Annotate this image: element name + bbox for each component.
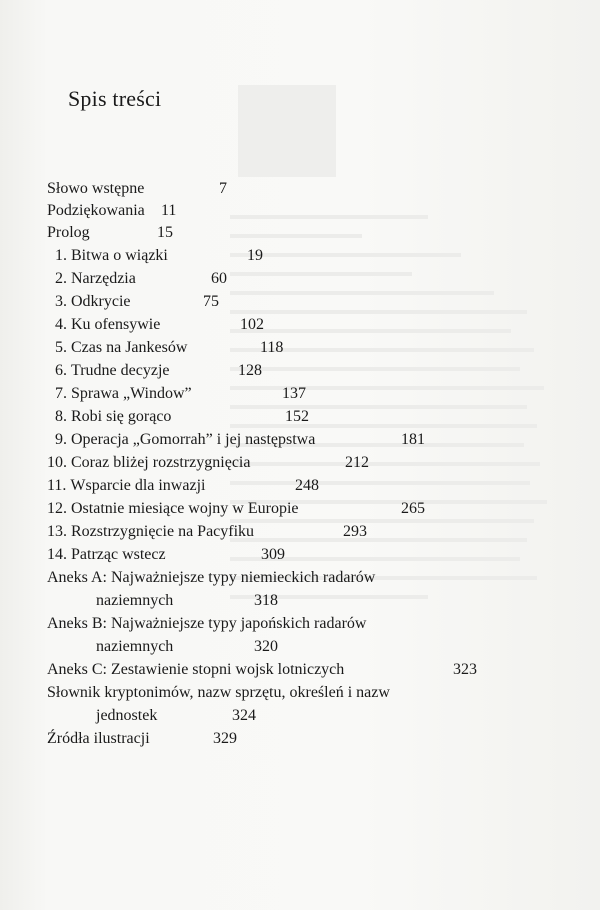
toc-entry-title: Czas na Jankesów [71, 339, 188, 356]
toc-entry-title: Rozstrzygnięcie na Pacyfiku [71, 523, 255, 540]
toc-entry-number: 12. [47, 500, 67, 517]
toc-entry-title: Ostatnie miesiące wojny w Europie [71, 500, 299, 517]
toc-entry-number: 8. [55, 408, 67, 425]
toc-entry-page: 324 [232, 707, 256, 724]
toc-entry-number: 13. [47, 523, 67, 540]
toc-entry-title: Aneks B: Najważniejsze typy japońskich radarów [47, 615, 367, 632]
toc-entry-page: 75 [203, 293, 219, 310]
toc-entry-page: 11 [161, 202, 177, 219]
toc-entry-number: 14. [47, 546, 67, 563]
toc-entry-title-cont: naziemnych [96, 592, 174, 609]
toc-entry [49, 360, 262, 382]
toc-entry-page: 152 [285, 408, 309, 425]
toc-entry-title: Coraz bliżej rozstrzygnięcia [71, 454, 251, 471]
toc-entry-page: 181 [401, 431, 425, 448]
toc-entry-continuation [96, 705, 256, 727]
toc-entry-title: Operacja „Gomorrah” i jej następstwa [71, 431, 316, 448]
toc-entry-page: 323 [453, 661, 477, 678]
toc-entry [49, 291, 219, 313]
toc-entry-title: Sprawa „Window” [71, 385, 192, 402]
toc-entry-number: 5. [55, 339, 67, 356]
toc-entry [49, 268, 227, 290]
toc-entry-page: 320 [254, 638, 278, 655]
toc-entry-number: 9. [55, 431, 67, 448]
toc-entry [47, 222, 173, 244]
toc-entry [47, 452, 369, 474]
toc-entry-page: 137 [282, 385, 306, 402]
toc-entry-title-cont: jednostek [96, 707, 158, 724]
toc-entry [47, 200, 177, 222]
toc-entry-number: 10. [47, 454, 67, 471]
toc-entry [49, 337, 284, 359]
toc-entry [49, 406, 309, 428]
toc-entry-page: 60 [211, 270, 227, 287]
toc-entry [49, 383, 306, 405]
toc-entry-page: 15 [157, 224, 173, 241]
toc-entry [47, 178, 227, 200]
toc-entry-page: 118 [260, 339, 284, 356]
toc-entry-title: Źródła ilustracji [47, 730, 150, 747]
toc-entry-title: Aneks A: Najważniejsze typy niemieckich radarów [47, 569, 376, 586]
toc-entry [47, 682, 390, 704]
toc-entry-title: Narzędzia [71, 270, 136, 287]
toc-entry [47, 659, 477, 681]
toc-entry-page: 19 [247, 247, 263, 264]
bleed-through-image [238, 85, 336, 177]
toc-entry-title: Aneks C: Zestawienie stopni wojsk lotniczych [47, 661, 345, 678]
toc-entry [47, 475, 319, 497]
toc-entry-continuation [96, 590, 278, 612]
toc-entry-page: 7 [219, 180, 227, 197]
toc-entry-number: 4. [55, 316, 67, 333]
toc-entry-page: 128 [238, 362, 262, 379]
toc-entry [47, 728, 237, 750]
toc-entry-page: 212 [345, 454, 369, 471]
toc-entry-title-cont: naziemnych [96, 638, 174, 655]
toc-entry [47, 521, 367, 543]
toc-entry-title: Prolog [47, 224, 90, 241]
toc-entry-title: Bitwa o wiązki [71, 247, 168, 264]
toc-entry-page: 309 [261, 546, 285, 563]
toc-entry-title: Podziękowania [47, 202, 145, 219]
toc-entry-page: 265 [401, 500, 425, 517]
toc-entry-title: Odkrycie [71, 293, 131, 310]
toc-entry-number: 11. [47, 477, 67, 494]
toc-entry-title: Ku ofensywie [71, 316, 161, 333]
toc-entry [47, 544, 285, 566]
toc-entry [47, 498, 425, 520]
toc-entry [49, 314, 264, 336]
toc-entry-title: Słownik kryptonimów, nazw sprzętu, określeń i nazw [47, 684, 390, 701]
toc-entry-page: 248 [295, 477, 319, 494]
toc-entry-continuation [96, 636, 278, 658]
toc-title: Spis treści [68, 86, 162, 111]
toc-entry-number: 2. [55, 270, 67, 287]
toc-entry [49, 429, 425, 451]
toc-entry-title: Słowo wstępne [47, 180, 145, 197]
toc-entry-number: 3. [55, 293, 67, 310]
toc-entry [47, 613, 366, 635]
toc-entry-title: Trudne decyzje [71, 362, 170, 379]
toc-entry-title: Patrząc wstecz [71, 546, 166, 563]
toc-entry-page: 318 [254, 592, 278, 609]
toc-entry [49, 245, 263, 267]
toc-entry-title: Wsparcie dla inwazji [70, 477, 206, 494]
toc-entry-number: 1. [55, 247, 67, 264]
toc-entry-number: 7. [55, 385, 67, 402]
toc-entry-page: 293 [343, 523, 367, 540]
toc-entry-title: Robi się gorąco [71, 408, 172, 425]
toc-entry-page: 329 [213, 730, 237, 747]
toc-entry [47, 567, 375, 589]
toc-entry-page: 102 [240, 316, 264, 333]
toc-entry-number: 6. [55, 362, 67, 379]
